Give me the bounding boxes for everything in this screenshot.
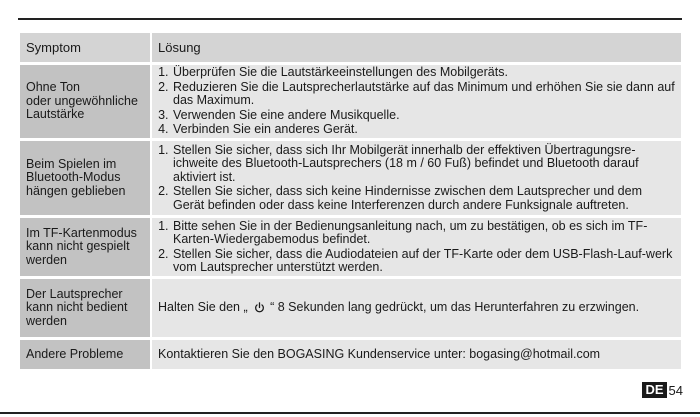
solution-steps <box>158 144 675 212</box>
solution-cell <box>152 218 681 276</box>
bottom-rule <box>0 412 700 414</box>
symptom-cell <box>20 279 150 337</box>
solution-cell <box>152 65 681 138</box>
solution-steps <box>158 220 675 275</box>
header-solution: Lösung <box>152 33 681 62</box>
symptom-cell <box>20 65 150 138</box>
solution-steps <box>158 66 675 136</box>
symptom-text: Ohne Ton oder ungewöhnliche Lautstärke <box>26 80 138 122</box>
page-number: 54 <box>668 382 683 398</box>
table-row <box>20 218 681 276</box>
solution-step: 1. Stellen Sie sicher, dass sich Ihr Mobilgerät innerhalb der effektiven Übertragungsre-ichweite des Bluetooth-Lautsprechers (18 m / 60 Fuß) befindet und Bluetooth darauf aktiviert ist. <box>172 144 675 184</box>
symptom-cell <box>20 141 150 215</box>
table-row <box>20 340 681 369</box>
symptom-text: Im TF-Kartenmodus kann nicht gespielt werden <box>26 225 137 267</box>
solution-text-before: Halten Sie den „ <box>158 300 248 315</box>
language-badge: DE <box>642 382 666 398</box>
header-symptom: Symptom <box>20 33 150 62</box>
table-row <box>20 279 681 337</box>
troubleshooting-table <box>18 30 683 372</box>
symptom-text: Beim Spielen im Bluetooth-Modus hängen geblieben <box>26 156 126 198</box>
symptom-cell <box>20 218 150 276</box>
solution-step: 2. Stellen Sie sicher, dass sich keine Hindernisse zwischen dem Lautsprecher und dem Gerät befinden oder dass keine Interferenzen durch andere Funksignale auftreten. <box>172 185 675 212</box>
solution-step: 4. Verbinden Sie ein anderes Gerät. <box>172 123 675 136</box>
solution-cell <box>152 279 681 337</box>
table-row <box>20 65 681 138</box>
power-icon <box>254 302 265 313</box>
solution-step: 2. Reduzieren Sie die Lautsprecherlautstärke auf das Minimum und erhöhen Sie sie dann auf das Maximum. <box>172 81 675 108</box>
solution-cell <box>152 141 681 215</box>
symptom-cell: Andere Probleme <box>20 340 150 369</box>
solution-cell: Kontaktieren Sie den BOGASING Kundenservice unter: bogasing@hotmail.com <box>152 340 681 369</box>
solution-text-after: “ 8 Sekunden lang gedrückt, um das Herunterfahren zu erzwingen. <box>266 300 640 315</box>
symptom-text: Der Lautsprecher kann nicht bedient werden <box>26 286 128 328</box>
top-rule <box>18 18 682 20</box>
solution-step: 1. Bitte sehen Sie in der Bedienungsanleitung nach, um zu bestätigen, ob es sich im TF-Karten-Wiedergabemodus befindet. <box>172 220 675 247</box>
table-row <box>20 141 681 215</box>
solution-step: 3. Verwenden Sie eine andere Musikquelle. <box>172 109 675 122</box>
solution-step: 1. Überprüfen Sie die Lautstärkeeinstellungen des Mobilgeräts. <box>172 66 675 79</box>
table-header-row <box>20 33 681 62</box>
page-marker <box>642 382 683 398</box>
solution-step: 2. Stellen Sie sicher, dass die Audiodateien auf der TF-Karte oder dem USB-Flash-Lauf-werk vom Lautsprecher unterstützt werden. <box>172 248 675 275</box>
